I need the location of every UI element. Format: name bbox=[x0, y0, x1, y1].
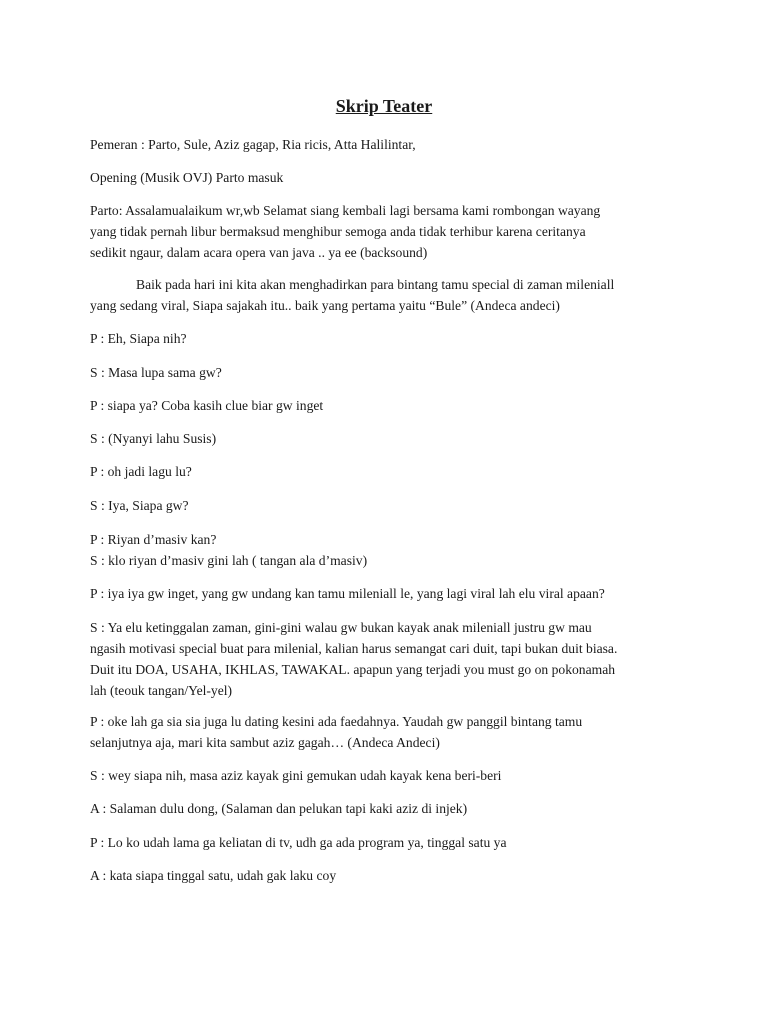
paragraph bbox=[90, 832, 680, 853]
paragraph bbox=[90, 617, 680, 701]
paragraph-line: sedikit ngaur, dalam acara opera van java .. ya ee (backsound) bbox=[90, 245, 428, 260]
paragraph-line: P : oke lah ga sia sia juga lu dating kesini ada faedahnya. Yaudah gw panggil bintang tamu bbox=[90, 714, 583, 729]
paragraph-line: P : iya iya gw inget, yang gw undang kan tamu mileniall le, yang lagi viral lah elu viral apaan? bbox=[90, 586, 605, 601]
paragraph-line: ngasih motivasi special buat para milenial, kalian harus semangat cari duit, tapi bukan duit biasa. bbox=[90, 641, 618, 656]
paragraph-line: A : Salaman dulu dong, (Salaman dan pelukan tapi kaki aziz di injek) bbox=[90, 801, 468, 816]
paragraph-line: S : Masa lupa sama gw? bbox=[90, 365, 222, 380]
paragraph bbox=[90, 583, 680, 604]
paragraph-line: S : (Nyanyi lahu Susis) bbox=[90, 431, 217, 446]
paragraph bbox=[90, 200, 680, 263]
paragraph-line: P : Riyan d’masiv kan? bbox=[90, 532, 217, 547]
paragraph bbox=[90, 428, 680, 449]
paragraph-line: S : wey siapa nih, masa aziz kayak gini gemukan udah kayak kena beri-beri bbox=[90, 768, 502, 783]
paragraph bbox=[90, 529, 680, 571]
document-title: Skrip Teater bbox=[335, 96, 433, 116]
paragraph-line: Parto: Assalamualaikum wr,wb Selamat siang kembali lagi bersama kami rombongan wayang bbox=[90, 203, 601, 218]
paragraph bbox=[90, 362, 680, 383]
paragraph-line: S : klo riyan d’masiv gini lah ( tangan ala d’masiv) bbox=[90, 553, 368, 568]
paragraph-line: P : oh jadi lagu lu? bbox=[90, 464, 192, 479]
paragraph bbox=[90, 274, 680, 316]
paragraph-line: Pemeran : Parto, Sule, Aziz gagap, Ria ricis, Atta Halilintar, bbox=[90, 137, 416, 152]
paragraph bbox=[90, 395, 680, 416]
paragraph-line: yang sedang viral, Siapa sajakah itu.. baik yang pertama yaitu “Bule” (Andeca andeci) bbox=[90, 298, 560, 313]
paragraph bbox=[90, 711, 680, 753]
paragraph bbox=[90, 798, 680, 819]
paragraph bbox=[90, 134, 680, 155]
paragraph-line: S : Iya, Siapa gw? bbox=[90, 498, 189, 513]
paragraph-line: Duit itu DOA, USAHA, IKHLAS, TAWAKAL. apapun yang terjadi you must go on pokonamah bbox=[90, 662, 616, 677]
paragraph bbox=[90, 461, 680, 482]
paragraph-line: P : siapa ya? Coba kasih clue biar gw inget bbox=[90, 398, 324, 413]
paragraph-line: selanjutnya aja, mari kita sambut aziz gagah… (Andeca Andeci) bbox=[90, 735, 440, 750]
paragraph bbox=[90, 495, 680, 516]
paragraph bbox=[90, 167, 680, 188]
paragraph-line: S : Ya elu ketinggalan zaman, gini-gini walau gw bukan kayak anak mileniall justru gw mau bbox=[90, 620, 592, 635]
paragraph-line: A : kata siapa tinggal satu, udah gak laku coy bbox=[90, 868, 337, 883]
paragraph-line: yang tidak pernah libur bermaksud menghibur semoga anda tidak terhibur karena ceritanya bbox=[90, 224, 586, 239]
paragraph bbox=[90, 765, 680, 786]
paragraph bbox=[90, 865, 680, 886]
paragraph-line: P : Lo ko udah lama ga keliatan di tv, udh ga ada program ya, tinggal satu ya bbox=[90, 835, 507, 850]
paragraph bbox=[90, 328, 680, 349]
paragraph-line: Baik pada hari ini kita akan menghadirkan para bintang tamu special di zaman mileniall bbox=[136, 277, 615, 292]
paragraph-line: Opening (Musik OVJ) Parto masuk bbox=[90, 170, 284, 185]
paragraph-line: P : Eh, Siapa nih? bbox=[90, 331, 187, 346]
paragraph-line: lah (teouk tangan/Yel-yel) bbox=[90, 683, 233, 698]
